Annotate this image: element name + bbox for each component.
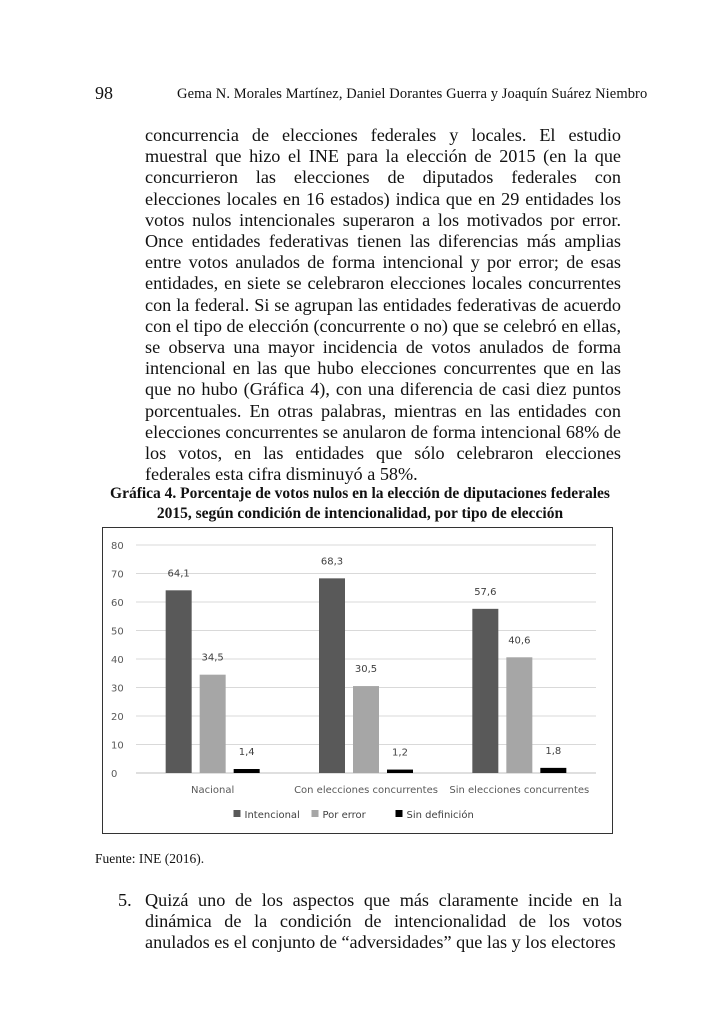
body-text xyxy=(145,125,621,485)
figure-caption xyxy=(100,484,620,523)
bar-chart xyxy=(103,528,614,835)
y-tick-label: 0 xyxy=(111,769,118,780)
y-tick-label: 80 xyxy=(111,541,124,552)
figure-caption-line-1: Gráfica 4. Porcentaje de votos nulos en la elección de diputaciones federales xyxy=(110,485,610,502)
x-tick-label: Con elecciones concurrentes xyxy=(294,785,438,796)
legend-swatch xyxy=(396,810,403,817)
data-label: 1,8 xyxy=(545,745,562,757)
data-label: 64,1 xyxy=(167,568,190,580)
legend-label: Intencional xyxy=(244,810,300,821)
list-number: 5. xyxy=(118,890,132,910)
x-tick-label: Nacional xyxy=(191,785,235,796)
bar xyxy=(319,578,345,773)
page-number: 98 xyxy=(95,83,113,103)
bar xyxy=(166,590,192,773)
bar xyxy=(540,768,566,773)
legend-swatch xyxy=(312,810,319,817)
y-tick-label: 60 xyxy=(111,598,124,609)
y-tick-label: 50 xyxy=(111,626,124,638)
source-note: Fuente: INE (2016). xyxy=(95,851,205,866)
y-tick-label: 20 xyxy=(111,712,124,723)
running-head: Gema N. Morales Martínez, Daniel Dorantes Guerra y Joaquín Suárez Niembro xyxy=(177,86,648,102)
data-label: 40,6 xyxy=(508,635,531,647)
y-tick-label: 30 xyxy=(111,683,124,695)
bar xyxy=(234,769,260,773)
y-tick-label: 10 xyxy=(111,740,124,752)
bar xyxy=(353,686,379,773)
chart-frame xyxy=(102,527,613,834)
bar xyxy=(387,770,413,773)
data-label: 1,2 xyxy=(392,747,408,759)
legend-label: Sin definición xyxy=(406,810,474,821)
y-tick-label: 40 xyxy=(111,655,124,666)
bar xyxy=(200,675,226,773)
bar xyxy=(472,609,498,773)
list-text: Quizá uno de los aspectos que más claramente incide en la dinámica de la condición de intencionalidad de los votos anulados es el conjunto de “adversidades” que las y los electores xyxy=(145,890,622,953)
data-label: 57,6 xyxy=(474,586,497,598)
legend-label: Por error xyxy=(322,810,366,821)
body-paragraph: concurrencia de elecciones federales y locales. El estudio muestral que hizo el INE para la elección de 2015 (en la que concurrieron las elecciones de diputados federales con elecciones locales en 16 estados) indica que en 29 entidades los votos nulos intencionales superaron a los motivados por error. Once entidades federativas tienen las diferencias más amplias entre votos anulados de forma intencional y por error; de esas entidades, en siete se celebraron elecciones locales concurrentes con la federal. Si se agrupan las entidades federativas de acuerdo con el tipo de elección (concurrente o no) que se celebró en ellas, se observa una mayor incidencia de votos anulados de forma intencional en las que hubo elecciones concurrentes que en las que no hubo (Gráfica 4), con una diferencia de casi diez puntos porcentuales. En otras palabras, mientras en las entidades con elecciones concurrentes se anularon de forma intencional 68% de los votos, en las entidades que sólo celebraron elecciones federales esta cifra disminuyó a 58%. xyxy=(145,125,621,485)
legend-swatch xyxy=(234,810,241,817)
data-label: 30,5 xyxy=(354,664,378,676)
data-label: 1,4 xyxy=(238,747,255,759)
data-label: 68,3 xyxy=(320,556,344,568)
figure-caption-line-2: 2015, según condición de intencionalidad, por tipo de elección xyxy=(156,504,564,522)
x-tick-label: Sin elecciones concurrentes xyxy=(449,785,590,796)
data-label: 34,5 xyxy=(201,652,224,664)
y-tick-label: 70 xyxy=(111,569,124,581)
bar xyxy=(506,657,532,773)
